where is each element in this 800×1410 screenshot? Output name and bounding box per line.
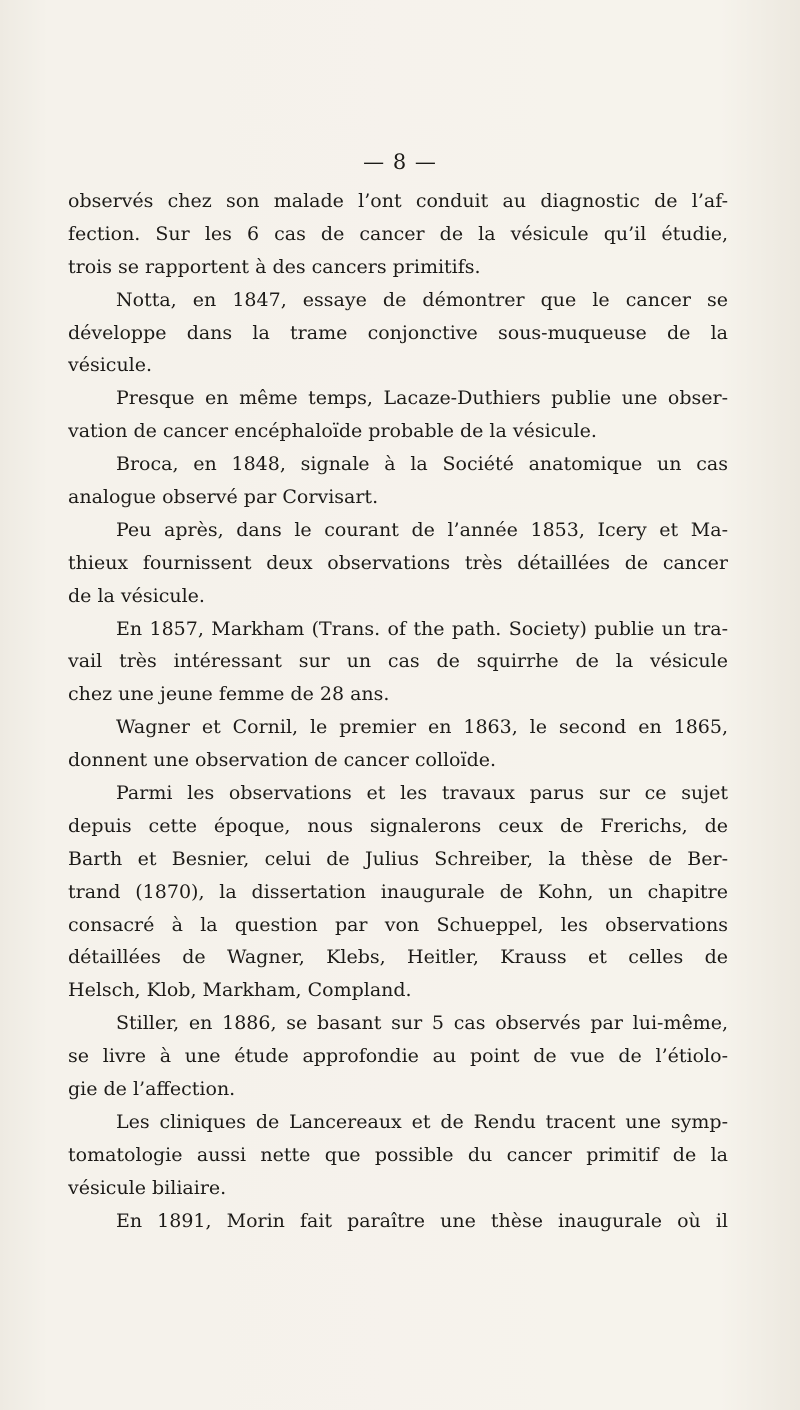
text-line: Parmi les observations et les travaux parus sur ce sujet xyxy=(116,782,728,805)
text-line: observés chez son malade l’ont conduit au diagnostic de l’af- xyxy=(68,190,728,212)
text-line: gie de l’affection. xyxy=(68,1078,236,1101)
text-line: trois se rapportent à des cancers primitifs. xyxy=(68,255,481,278)
text-line: de la vésicule. xyxy=(68,584,205,607)
text-line: En 1891, Morin fait paraître une thèse inaugurale où il xyxy=(116,1209,728,1232)
text-line: tomatologie aussi nette que possible du cancer primitif de la xyxy=(68,1143,728,1166)
text-line: vail très intéressant sur un cas de squirrhe de la vésicule xyxy=(68,650,728,673)
text-line: chez une jeune femme de 28 ans. xyxy=(68,683,390,706)
text-line: consacré à la question par von Schueppel, les observations xyxy=(68,913,728,936)
text-line: En 1857, Markham (Trans. of the path. Society) publie un tra- xyxy=(116,617,728,640)
body-text xyxy=(68,185,728,1238)
text-line: développe dans la trame conjonctive sous-muqueuse de la xyxy=(68,321,728,344)
text-line: détaillées de Wagner, Klebs, Heitler, Krauss et celles de xyxy=(68,946,728,969)
text-line: Presque en même temps, Lacaze-Duthiers publie une obser- xyxy=(116,387,728,410)
text-line: se livre à une étude approfondie au point de vue de l’étiolo- xyxy=(68,1045,728,1068)
text-line: Stiller, en 1886, se basant sur 5 cas observés par lui-même, xyxy=(116,1012,728,1035)
text-line: vésicule biliaire. xyxy=(68,1176,227,1199)
text-line: depuis cette époque, nous signalerons ceux de Frerichs, de xyxy=(68,814,728,837)
text-line: analogue observé par Corvisart. xyxy=(68,486,379,509)
text-line: trand (1870), la dissertation inaugurale de Kohn, un chapitre xyxy=(68,880,728,903)
text-line: Peu après, dans le courant de l’année 1853, Icery et Ma- xyxy=(116,518,728,541)
text-line: Broca, en 1848, signale à la Société anatomique un cas xyxy=(116,453,728,476)
text-line: fection. Sur les 6 cas de cancer de la vésicule qu’il étudie, xyxy=(68,222,728,245)
text-line: Helsch, Klob, Markham, Compland. xyxy=(68,979,412,1002)
text-line: Les cliniques de Lancereaux et de Rendu tracent une symp- xyxy=(116,1110,728,1133)
text-line: thieux fournissent deux observations très détaillées de cancer xyxy=(68,551,728,574)
text-line: Notta, en 1847, essaye de démontrer que le cancer se xyxy=(116,288,728,311)
text-line: Wagner et Cornil, le premier en 1863, le second en 1865, xyxy=(116,716,728,739)
text-line: vésicule. xyxy=(68,354,153,377)
text-line: vation de cancer encéphaloïde probable de la vésicule. xyxy=(68,420,597,443)
text-line: Barth et Besnier, celui de Julius Schreiber, la thèse de Ber- xyxy=(68,847,728,870)
page-number: — 8 — xyxy=(363,150,437,174)
text-line: donnent une observation de cancer colloïde. xyxy=(68,749,497,772)
